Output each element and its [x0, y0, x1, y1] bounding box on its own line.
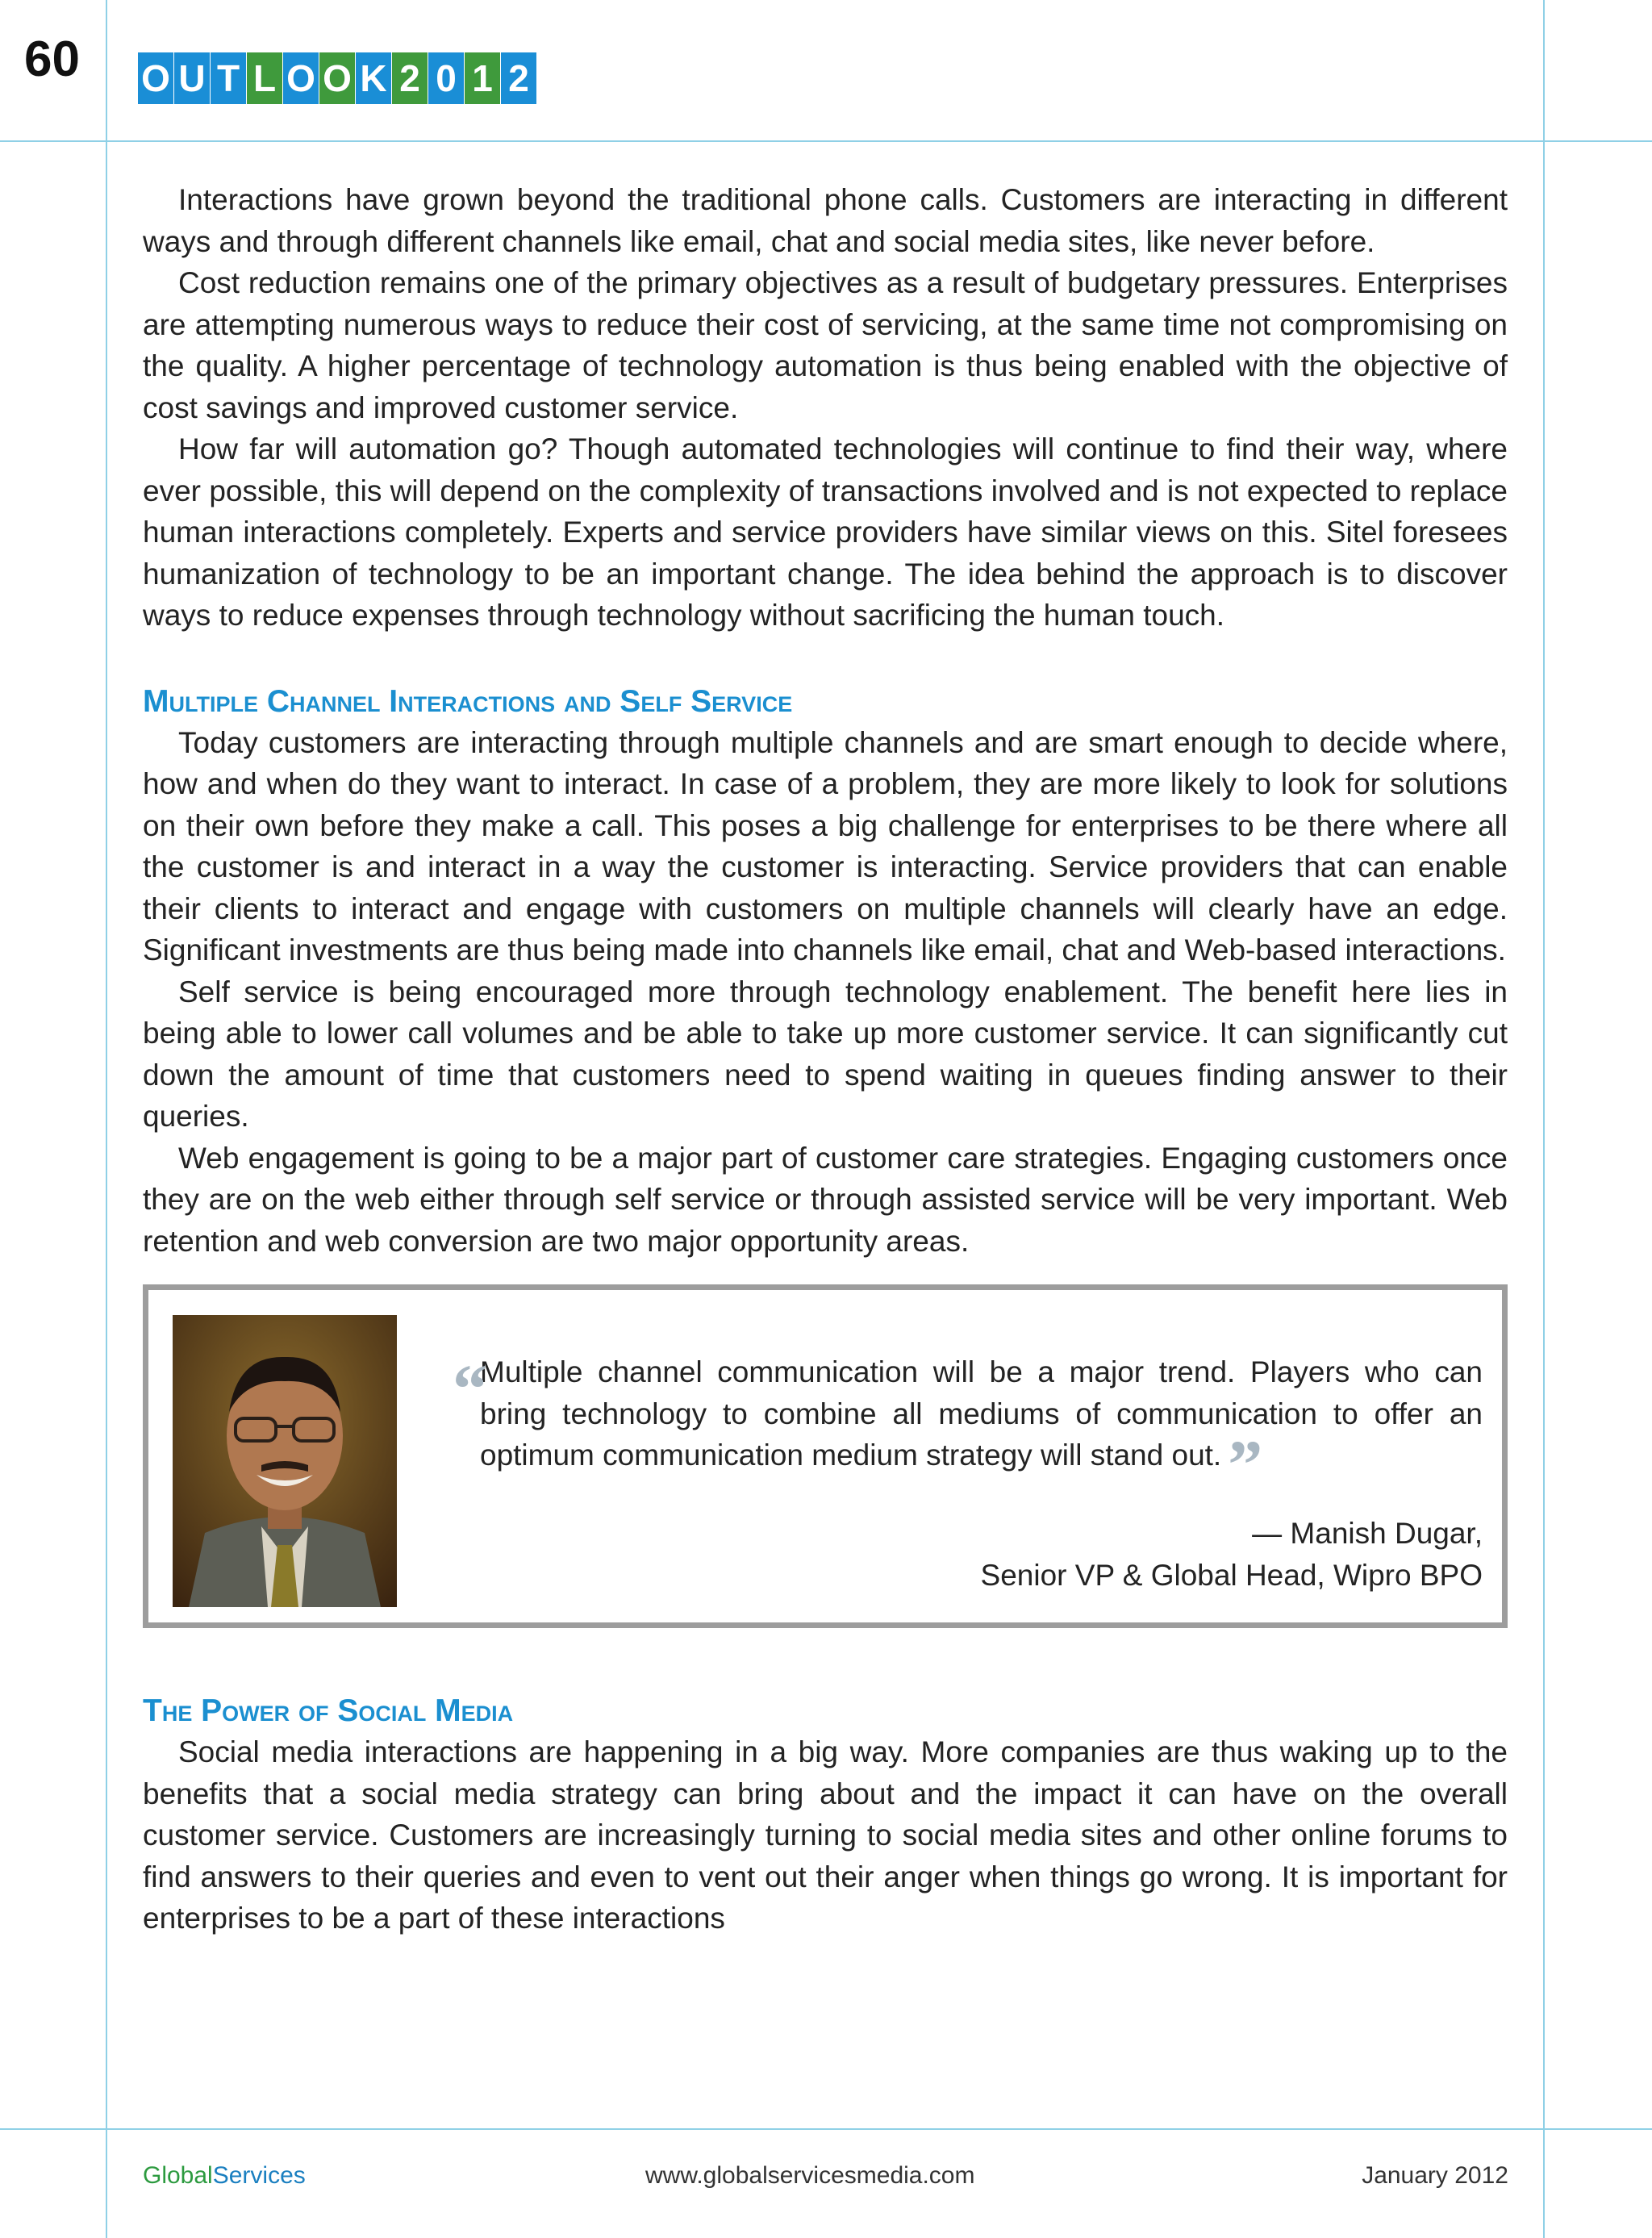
section-heading-social-media: The Power of Social Media [143, 1693, 514, 1728]
masthead-letter-tile: K [356, 52, 391, 104]
footer-brand [143, 2162, 306, 2190]
footer-url[interactable]: www.globalservicesmedia.com [645, 2162, 975, 2189]
masthead-letter-tile: U [174, 52, 210, 104]
masthead-letter-tile: L [247, 52, 282, 104]
masthead-letter-tile: O [283, 52, 319, 104]
quote-body: Multiple channel communication will be a major trend. Players who can bring technology to combine all mediums of communication to offer an optimum communication medium strategy will stand out. [480, 1355, 1483, 1472]
section-paragraph: Self service is being encouraged more through technology enablement. The benefit here lies in being able to lower call volumes and be able to take up more customer service. It can significantly cut down the amount of time that customers need to spend waiting in queues finding answer to their queries. [143, 975, 1508, 1133]
intro-paragraph: Interactions have grown beyond the traditional phone calls. Customers are interacting in different ways and through different channels like email, chat and social media sites, like never before. [143, 183, 1508, 258]
section-heading-multichannel: Multiple Channel Interactions and Self Service [143, 683, 793, 719]
page-number: 60 [24, 31, 80, 87]
quote-attribution [981, 1513, 1483, 1596]
intro-paragraph: Cost reduction remains one of the primary objectives as a result of budgetary pressures. Enterprises are attempting numerous ways to reduce their cost of servicing, at the same time not compromising on the quality. A higher percentage of technology automation is thus being enabled with the objective of cost savings and improved customer service. [143, 266, 1508, 424]
quote-author: — Manish Dugar, [1252, 1517, 1483, 1550]
pull-quote-box [143, 1284, 1508, 1628]
masthead-letter-tile: T [211, 52, 246, 104]
section-paragraph: Web engagement is going to be a major part of customer care strategies. Engaging customers once they are on the web either through self service or through assisted service will be very important. Web retention and web conversion are two major opportunity areas. [143, 1141, 1508, 1258]
left-margin-rule [106, 0, 107, 2238]
masthead-letter-tile: 1 [465, 52, 500, 104]
masthead-letter-tile: O [319, 52, 355, 104]
right-margin-rule [1543, 0, 1545, 2238]
outlook-2012-masthead [138, 52, 537, 104]
speaker-portrait [173, 1315, 397, 1607]
section-paragraph: Today customers are interacting through multiple channels and are smart enough to decide where, how and when do they want to interact. In case of a problem, they are more likely to look for solutions on their own before they make a call. This poses a big challenge for enterprises to be there where all the customer is and interact in a way the customer is interacting. Service providers that can enable their clients to interact and engage with customers on multiple channels will clearly have an edge. Significant investments are thus being made into channels like email, chat and Web-based interactions. [143, 725, 1508, 967]
masthead-letter-tile: O [138, 52, 173, 104]
quote-author-role: Senior VP & Global Head, Wipro BPO [980, 1558, 1483, 1592]
quote-text-block: “ Multiple channel communication will be a major trend. Players who can bring technology to combine all mediums of communication to offer an optimum communication medium strategy will stand out.” [453, 1350, 1483, 1503]
footer-date: January 2012 [1362, 2162, 1508, 2189]
portrait-image [173, 1315, 397, 1607]
footer-brand-services: Services [212, 2162, 306, 2189]
close-quote-mark: ” [1228, 1426, 1263, 1503]
intro-paragraph: How far will automation go? Though automated technologies will continue to find their way, where ever possible, this will depend on the complexity of transactions involved and is not expected to replace human interactions completely. Experts and service providers have similar views on this. Sitel foresees humanization of technology to be an important change. The idea behind the approach is to discover ways to reduce expenses through technology without sacrificing the human touch. [143, 432, 1508, 632]
masthead-letter-tile: 2 [392, 52, 428, 104]
section-paragraph: Social media interactions are happening in a big way. More companies are thus waking up to the benefits that a social media strategy can bring about and the impact it can have on the overall customer service. Customers are increasingly turning to social media sites and other online forums to find answers to their queries and even to vent out their anger when things go wrong. It is important for enterprises to be a part of these interactions [143, 1735, 1508, 1935]
masthead-letter-tile: 2 [501, 52, 536, 104]
footer-rule [0, 2128, 1652, 2130]
article-body [143, 179, 1508, 1939]
header-rule [0, 140, 1652, 142]
masthead-letter-tile: 0 [428, 52, 464, 104]
footer-brand-global: Global [143, 2162, 213, 2189]
